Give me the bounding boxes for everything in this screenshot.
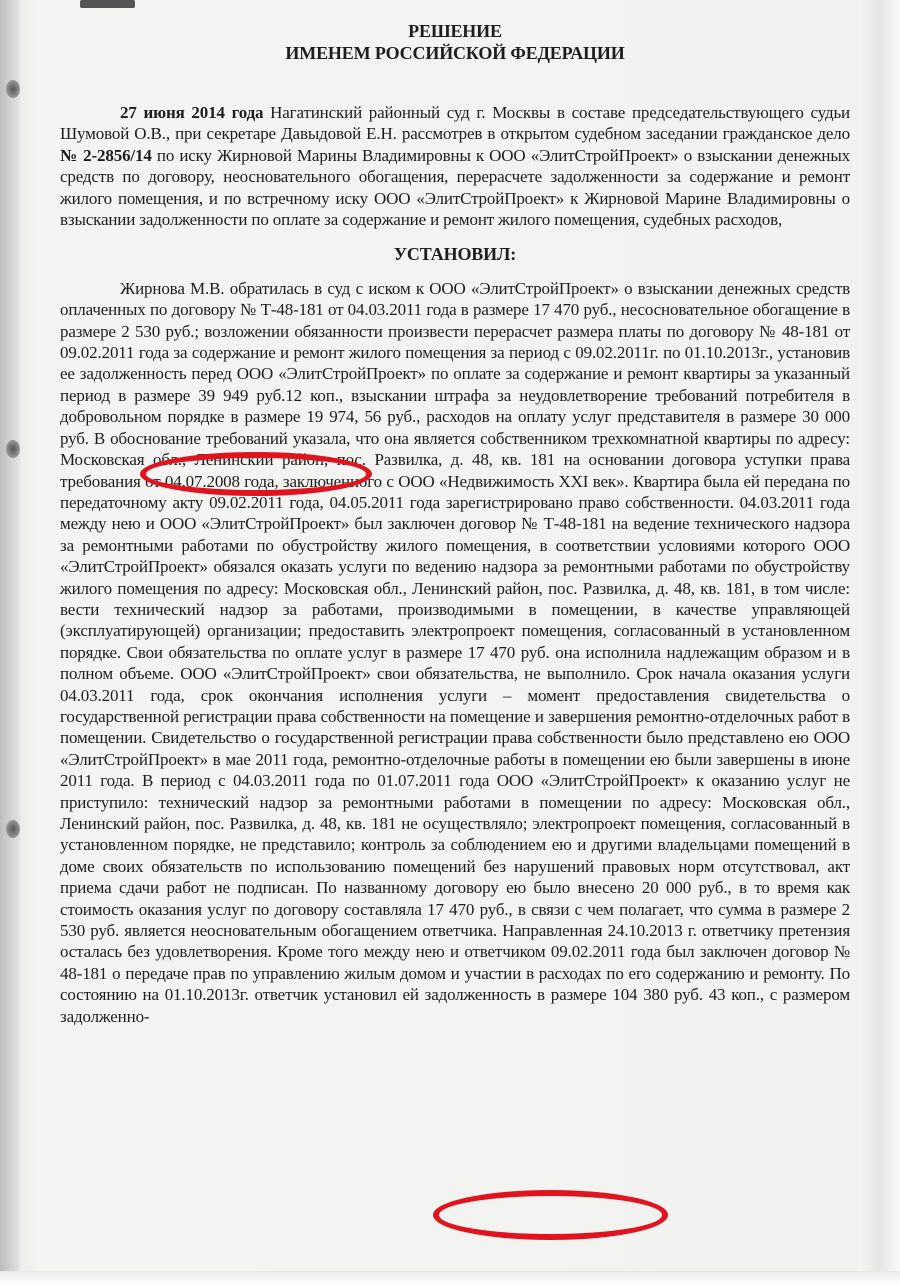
intro-text-1: Нагатинский районный суд г. Москвы в составе председательствующего судьи Шумовой О.В., при секретаре Давыдовой Е.Н. рассмотрев в открытом судебном заседании гражданское дело xyxy=(60,103,850,144)
page-bottom-edge xyxy=(0,1271,900,1285)
red-highlight-ellipse-1 xyxy=(140,452,372,496)
binding-hole xyxy=(6,820,20,838)
intro-text-2: по иску Жирновой Марины Владимировны к ООО «ЭлитСтройПроект» о взыскании денежных средств по договору, неосновательного обогащения, перерасчете задолженности за содержание и ремонт жилого помещения, и по встречному иску ООО «ЭлитСтройПроект» к Жирновой Марине Владимировны о взыскании задолженности по оплате за содержание и ремонт жилого помещения, судебных расходов, xyxy=(60,145,850,230)
body-text-1: Жирнова М.В. обратилась в суд с иском к ООО «ЭлитСтройПроект» о взыскании денежных средств оплаченных по договору № Т-48-181 от 04.03.2011 года в размере 17 470 руб., несосновательное обогащение в размере 2 530 руб.; возложении обязанности произвести перерасчет размера платы по договору № 48-181 от 09.02.2011 года за содержание и ремонт жилого помещения за период с 09.02.2011г. по 01.10.2013г., установив ее задолженность перед ООО «ЭлитСтройПроект» по оплате за содержание и ремонт квартиры за указанный период в размере xyxy=(60,278,850,405)
section-heading: УСТАНОВИЛ: xyxy=(393,244,517,265)
page-left-edge xyxy=(0,0,20,1285)
highlighted-amount-2: 104 380 руб. 43 коп. xyxy=(612,985,760,1005)
decision-date: 27 июня 2014 года xyxy=(120,103,264,122)
highlighted-amount-1: 39 949 руб.12 коп. xyxy=(198,385,339,405)
document-text xyxy=(60,20,850,1027)
binding-hole xyxy=(6,80,20,98)
body-text-3: , с размером задолженно- xyxy=(60,985,850,1026)
body-text-2: , взыскании штрафа за неудовлетворение требований потребителя в добровольном порядке в размере 19 974, 56 руб., расходов на оплату услуг представителя в размере 30 000 руб. В обоснование требований указала, что она является собственником трехкомнатной квартиры по адресу: Московская обл., Ленинский район, пос. Развилка, д. 48, кв. 181 на основании договора уступки права требования от 04.07.2008 года, заключенного с ООО «Недвижимость XXI век». Квартира была ей передана по передаточному акту 09.02.2011 года, 04.05.2011 года зарегистрировано право собственности. 04.03.2011 года между нею и ООО «ЭлитСтройПроект» был заключен договор № Т-48-181 на ведение технического надзора за ремонтными работами по обустройству жилого помещения, в соответствии условиями которого ООО «ЭлитСтройПроект» обязался оказать услуги по ведению надзора за ремонтными работами по обустройству жилого помещения по адресу: Московская обл., Ленинский район, пос. Развилка, д. 48, кв. 181, в том числе: вести технический надзор за работами, производимыми в помещении, в качестве управляющей (эксплуатирующей) организации; предоставить электропроект помещения, согласованный в установленном порядке. Свои обязательства по оплате услуг в размере 17 470 руб. она исполнила надлежащим образом и в полном объеме. ООО «ЭлитСтройПроект» свои обязательства, не выполнило. Срок начала оказания услуги 04.03.2011 года, срок окончания исполнения услуги – момент предоставления свидетельства о государственной регистрации права собственности на помещение и завершения ремонтно-отделочных работ в помещении. Свидетельство о государственной регистрации права собственности было представлено ею ООО «ЭлитСтройПроект» в мае 2011 года, ремонтно-отделочные работы в помещении ею были завершены в июне 2011 года. В период с 04.03.2011 года по 01.07.2011 года ООО «ЭлитСтройПроект» к оказанию услуг не приступило: технический надзор за ремонтными работами в помещении по адресу: Московская обл., Ленинский район, пос. Развилка, д. 48, кв. 181 не осуществляло; электропроект помещения, согласованный в установленном порядке, не представило; контроль за соблюдением ею и другими владельцами помещений в доме своих обязательств по использованию помещений без нарушений правовых норм отсутствовал, акт приема сдачи работ не подписан. По названному договору ею было внесено 20 000 руб., в то время как стоимость оказания услуг по договору составляла 17 470 руб., в связи с чем полагает, что сумма в размере 2 530 руб. является неосновательным обогащением ответчика. Направленная 24.10.2013 г. ответчику претензия осталась без удовлетворения. Кроме того между нею и ответчиком 09.02.2011 года был заключен договор № 48-181 о передаче прав по управлению жилым домом и участии в расходах по его содержанию и ремонту. По состоянию на 01.10.2013г. ответчик установил ей задолженность в размере xyxy=(60,385,850,1005)
document-subtitle: ИМЕНЕМ РОССИЙСКОЙ ФЕДЕРАЦИИ xyxy=(285,43,625,63)
case-number: № 2-2856/14 xyxy=(60,145,152,165)
body-paragraph xyxy=(60,278,850,1027)
binding-hole xyxy=(6,440,20,458)
red-highlight-ellipse-2 xyxy=(433,1190,668,1240)
intro-paragraph xyxy=(60,102,850,230)
scan-mark xyxy=(80,0,135,8)
document-title: РЕШЕНИЕ xyxy=(408,21,502,41)
